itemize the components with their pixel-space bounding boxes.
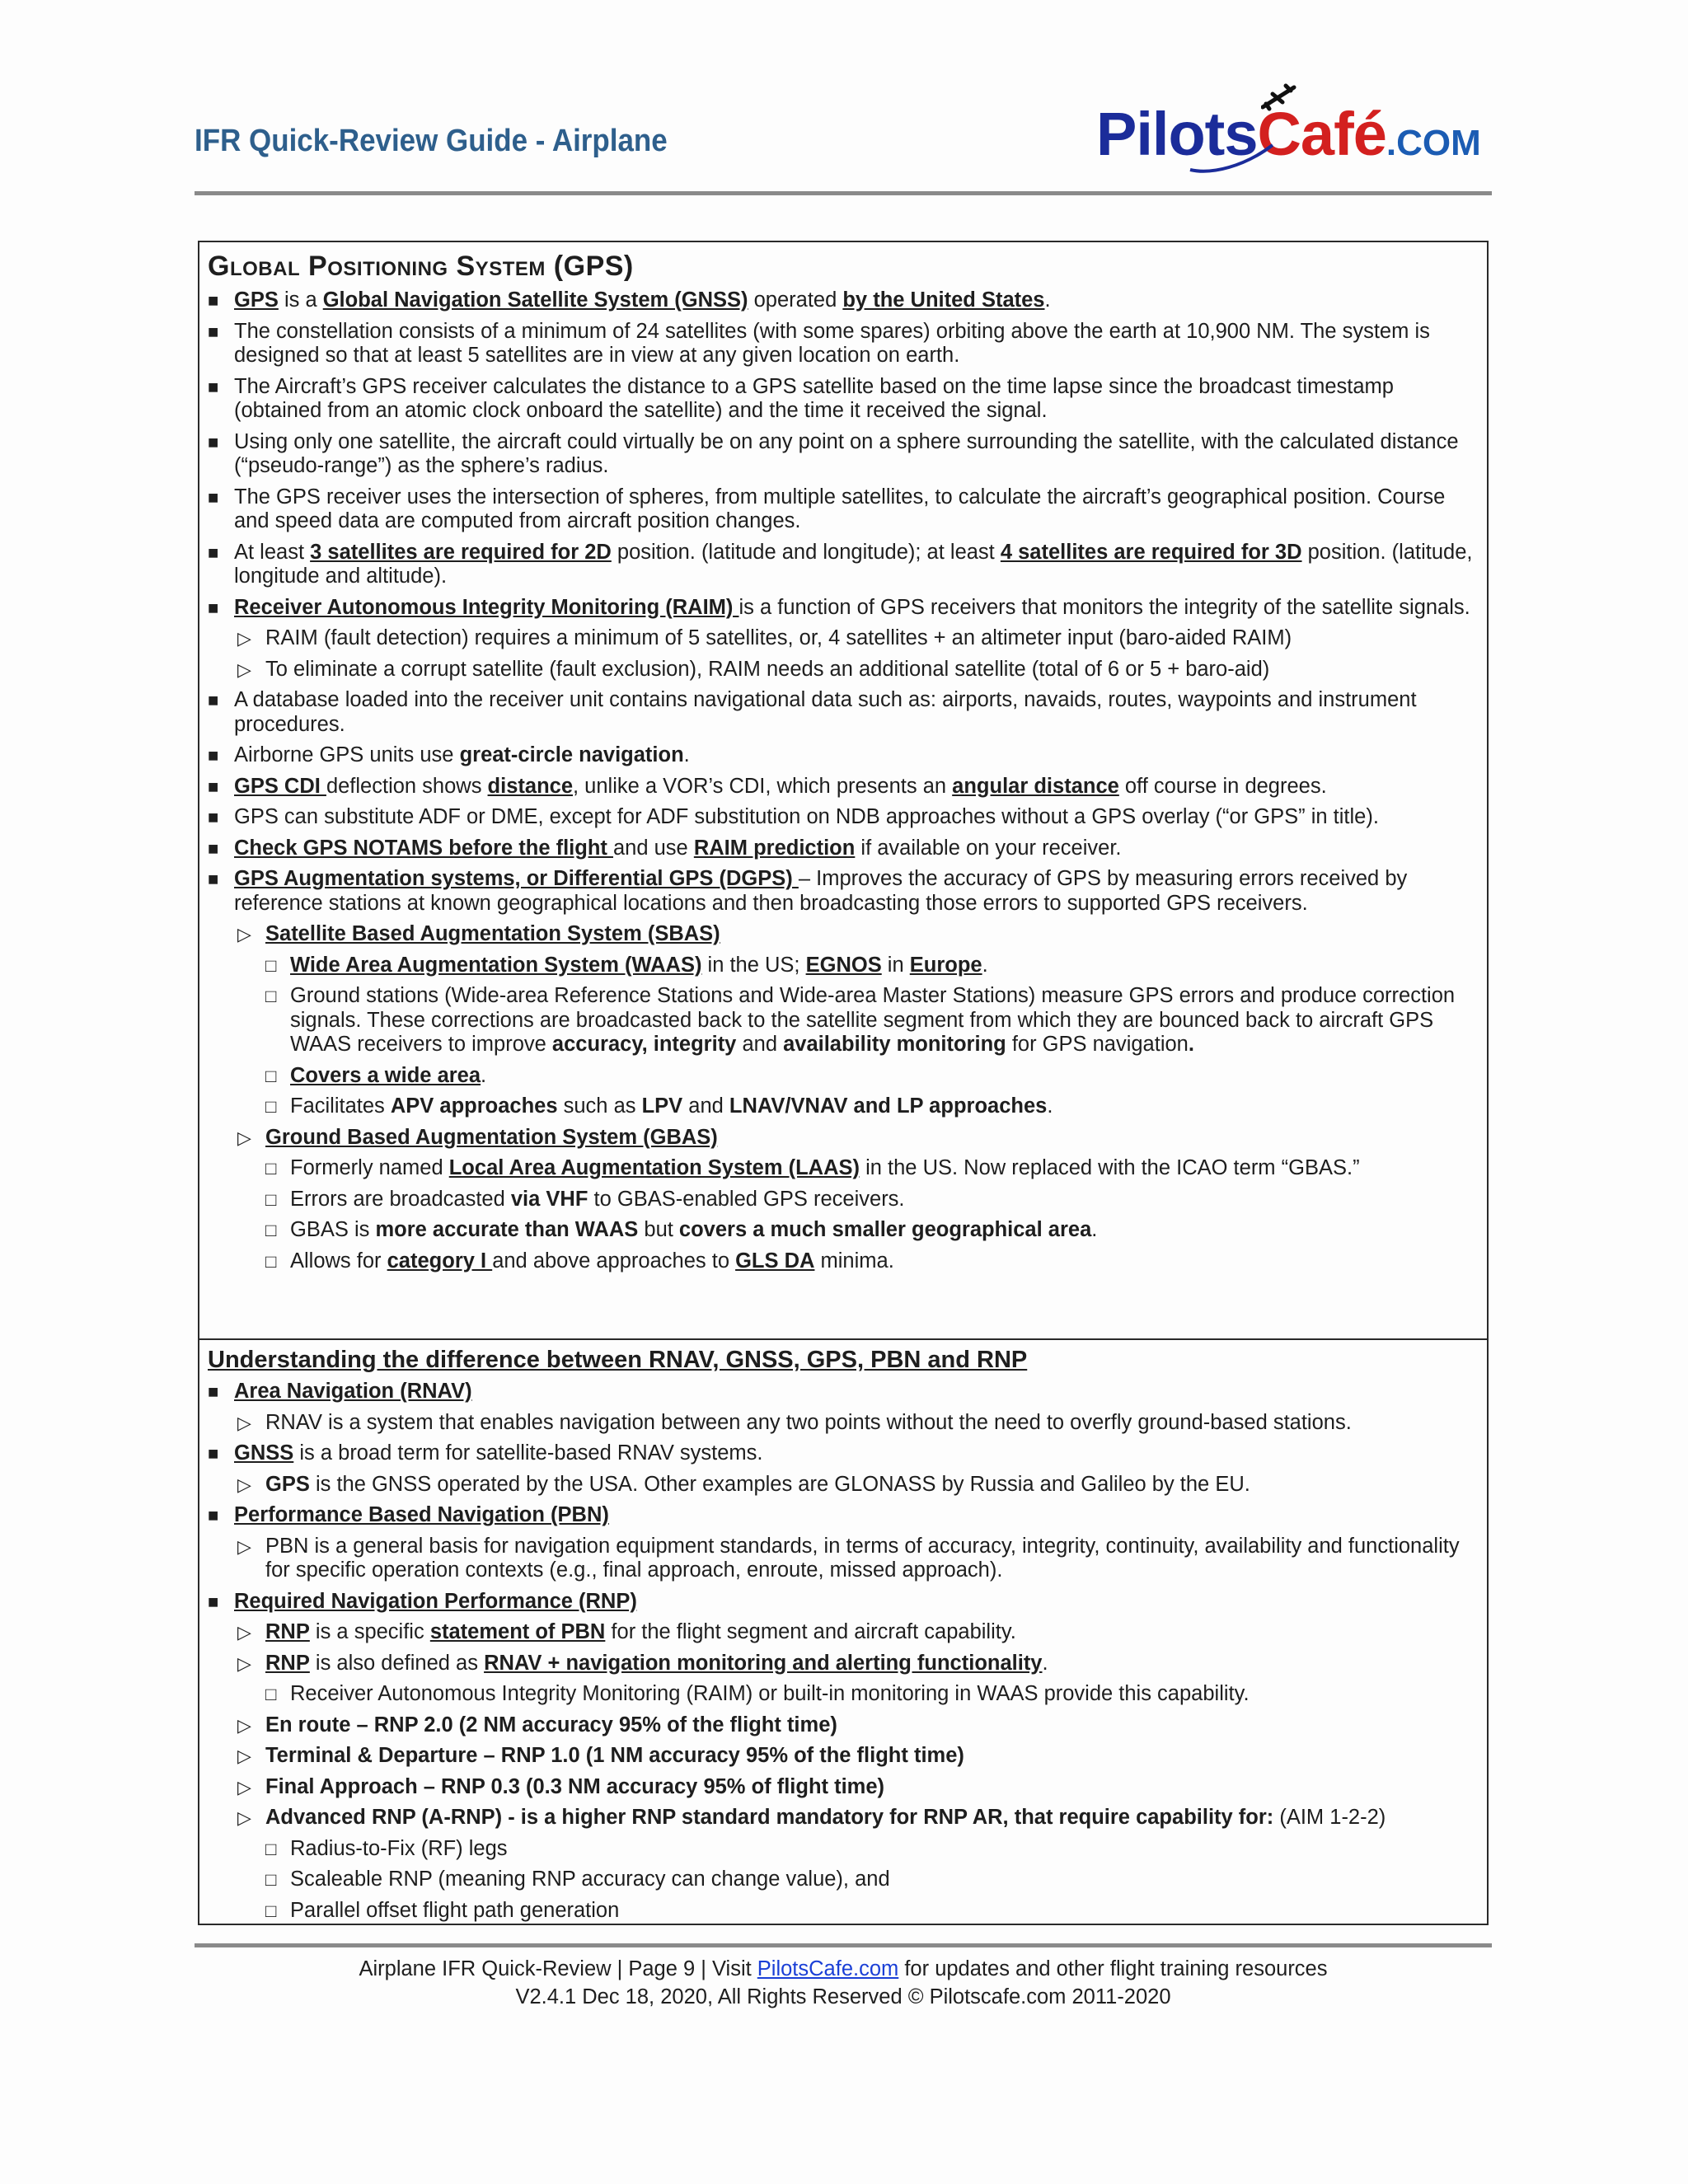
term-gls-da: GLS DA: [735, 1249, 815, 1272]
list-item: [208, 375, 1485, 424]
square-bullet-icon: ■: [208, 597, 219, 618]
footer-line-2: V2.4.1 Dec 18, 2020, All Rights Reserved © Pilotscafe.com 2011-2020: [515, 1985, 1171, 2008]
checkbox-bullet-icon: □: [265, 1838, 277, 1859]
triangle-bullet-icon: ▷: [237, 1127, 251, 1148]
list-item: [208, 1064, 1485, 1089]
term-dgps: GPS Augmentation systems, or Differential GPS (DGPS): [234, 867, 799, 890]
text: GBAS is: [290, 1218, 376, 1241]
list-item-text: Final Approach – RNP 0.3 (0.3 NM accuracy 95% of flight time): [265, 1774, 885, 1798]
list-item: [208, 1411, 1485, 1436]
list-item-text: RNAV is a system that enables navigation between any two points without the need to overfly ground-based stations.: [265, 1410, 1352, 1434]
list-item: [208, 1837, 1485, 1862]
list-item: [208, 1652, 1485, 1676]
term-wide-area: Covers a wide area: [290, 1063, 481, 1087]
list-item: [208, 541, 1485, 589]
list-item: [208, 984, 1485, 1057]
term-gps-cdi: GPS CDI: [234, 774, 326, 798]
text: Facilitates: [290, 1094, 391, 1118]
square-bullet-icon: ■: [208, 290, 219, 311]
gps-section: [208, 247, 1485, 1280]
text: At least: [234, 540, 311, 564]
list-item: [208, 288, 1485, 313]
gps-section-title: Global Positioning System (GPS): [208, 251, 634, 282]
text: to GBAS-enabled GPS receivers.: [588, 1187, 905, 1211]
text: but: [638, 1218, 679, 1241]
logo-cafe-text: Café: [1257, 100, 1386, 168]
term-gbas: Ground Based Augmentation System (GBAS): [265, 1125, 718, 1149]
term-vhf: via VHF: [510, 1187, 588, 1211]
pilotscafe-link[interactable]: PilotsCafe.com: [757, 1957, 899, 1980]
logo-wordmark: [1096, 99, 1481, 169]
list-item: [208, 1806, 1485, 1830]
term-egnos: EGNOS: [805, 953, 882, 977]
text: if available on your receiver.: [855, 836, 1122, 860]
text: .: [1047, 1094, 1053, 1118]
term-more-accurate: more accurate than WAAS: [375, 1218, 639, 1241]
list-item: [208, 1868, 1485, 1892]
list-item: [208, 626, 1485, 651]
list-item: [208, 596, 1485, 621]
square-bullet-icon: ■: [208, 869, 219, 889]
list-item: [208, 867, 1485, 916]
header-divider: [195, 191, 1492, 195]
list-item: [208, 1590, 1485, 1615]
text: in: [881, 953, 910, 977]
text: .: [1044, 288, 1051, 312]
text: operated: [748, 288, 843, 312]
logo-pilots-text: Pilots: [1096, 100, 1258, 168]
term-distance: distance: [487, 774, 574, 798]
square-bullet-icon: ■: [208, 1443, 219, 1464]
list-item-text: Parallel offset flight path generation: [290, 1898, 620, 1922]
term-europe: Europe: [909, 953, 982, 977]
triangle-bullet-icon: ▷: [237, 1776, 251, 1797]
term-rnp: RNP: [265, 1651, 310, 1675]
term-gnss: Global Navigation Satellite System (GNSS): [322, 288, 748, 312]
term-rnp: Required Navigation Performance (RNP): [234, 1589, 637, 1613]
list-item-text: GPS can substitute ADF or DME, except for ADF substitution on NDB approaches without a GPS overlay (“or GPS” in title).: [234, 805, 1379, 828]
rnav-section: [208, 1345, 1485, 1929]
list-item-text: RAIM (fault detection) requires a minimum of 5 satellites, or, 4 satellites + an altimeter input (baro-aided RAIM): [265, 626, 1292, 649]
list-item: [208, 954, 1485, 978]
footer-text: for updates and other flight training resources: [898, 1957, 1328, 1980]
checkbox-bullet-icon: □: [265, 1188, 277, 1210]
text: and: [682, 1094, 729, 1118]
square-bullet-icon: ■: [208, 776, 219, 797]
term-a-rnp: Advanced RNP (A-RNP) - is a higher RNP standard mandatory for RNP AR, that require capability for:: [265, 1806, 1274, 1829]
square-bullet-icon: ■: [208, 837, 219, 859]
checkbox-bullet-icon: □: [265, 1220, 277, 1240]
term-apv: APV approaches: [390, 1094, 558, 1118]
term-availability: availability monitoring: [783, 1033, 1006, 1056]
list-item-text: The Aircraft’s GPS receiver calculates the distance to a GPS satellite based on the time lapse since the broadcast timestamp (obtained from an atomic clock onboard the satellite) and the time it received the signal.: [234, 374, 1394, 422]
text: Allows for: [290, 1249, 387, 1272]
text: , unlike a VOR’s CDI, which presents an: [573, 774, 953, 798]
text: for the flight segment and aircraft capability.: [605, 1620, 1016, 1643]
triangle-bullet-icon: ▷: [237, 1474, 251, 1495]
list-item-text: Radius-to-Fix (RF) legs: [290, 1836, 508, 1860]
term-us: by the United States: [842, 288, 1045, 312]
list-item-text: En route – RNP 2.0 (2 NM accuracy 95% of the flight time): [265, 1713, 837, 1736]
checkbox-bullet-icon: □: [265, 1900, 277, 1921]
text: minima.: [814, 1249, 894, 1272]
text: and above approaches to: [492, 1249, 736, 1272]
triangle-bullet-icon: ▷: [237, 658, 251, 680]
checkbox-bullet-icon: □: [265, 1250, 277, 1272]
square-bullet-icon: ■: [208, 1381, 219, 1402]
term-3d: 4 satellites are required for 3D: [1000, 540, 1302, 564]
list-item: [208, 922, 1485, 947]
checkbox-bullet-icon: □: [265, 1096, 277, 1117]
list-item: [208, 1744, 1485, 1769]
list-item: [208, 1503, 1485, 1528]
list-item-text: Receiver Autonomous Integrity Monitoring (RAIM) or built-in monitoring in WAAS provide this capability.: [290, 1682, 1250, 1705]
term-pbn: Performance Based Navigation (PBN): [234, 1503, 609, 1526]
text: and use: [612, 836, 694, 860]
square-bullet-icon: ■: [208, 431, 219, 452]
list-item: [208, 1473, 1485, 1497]
triangle-bullet-icon: ▷: [237, 628, 251, 649]
list-item: [208, 320, 1485, 368]
square-bullet-icon: ■: [208, 376, 219, 397]
list-item: [208, 1218, 1485, 1243]
list-item-text: Using only one satellite, the aircraft could virtually be on any point on a sphere surrounding the satellite, with the calculated distance (“pseudo-range”) as the sphere’s radius.: [234, 429, 1459, 477]
term-raim-prediction: RAIM prediction: [693, 836, 856, 860]
text: .: [982, 953, 988, 977]
square-bullet-icon: ■: [208, 690, 219, 710]
term-angular-distance: angular distance: [952, 774, 1119, 798]
text: position. (latitude and longitude); at least: [611, 540, 1001, 564]
footer-text: Airplane IFR Quick-Review | Page 9 | Visit: [359, 1957, 757, 1980]
square-bullet-icon: ■: [208, 1505, 219, 1526]
list-item-text: To eliminate a corrupt satellite (fault exclusion), RAIM needs an additional satellite (total of 6 or 5 + baro-aid): [265, 657, 1270, 681]
term-gps: GPS: [265, 1472, 310, 1496]
text: .: [1042, 1651, 1048, 1675]
checkbox-bullet-icon: □: [265, 1869, 277, 1890]
pilotscafe-logo[interactable]: [1096, 82, 1492, 181]
term-rnp: RNP: [265, 1620, 310, 1643]
list-item: [208, 688, 1485, 737]
triangle-bullet-icon: ▷: [237, 1746, 251, 1766]
list-item: [208, 743, 1485, 768]
list-item: [208, 430, 1485, 479]
text: .: [1091, 1218, 1098, 1241]
text: for GPS navigation: [1006, 1033, 1189, 1056]
term-lpv: LPV: [641, 1094, 683, 1118]
text: position. (latitude, longitude and altitude).: [234, 540, 1473, 588]
text: and: [736, 1033, 784, 1056]
text: off course in degrees.: [1118, 774, 1327, 798]
term-gps: GPS: [234, 288, 279, 312]
list-item: [208, 1156, 1485, 1181]
text: deflection shows: [326, 774, 488, 798]
list-item: [208, 1899, 1485, 1924]
term-laas: Local Area Augmentation System (LAAS): [448, 1156, 860, 1179]
list-item-text: A database loaded into the receiver unit contains navigational data such as: airports, navaids, routes, waypoints and instrument procedures.: [234, 688, 1417, 736]
text: is also defined as: [309, 1651, 485, 1675]
square-bullet-icon: ■: [208, 807, 219, 827]
text: .: [683, 743, 690, 766]
text: Formerly named: [290, 1156, 449, 1179]
list-item: [208, 1535, 1485, 1583]
term-statement-pbn: statement of PBN: [429, 1620, 606, 1643]
list-item-text: Terminal & Departure – RNP 1.0 (1 NM accuracy 95% of the flight time): [265, 1744, 964, 1767]
list-item: [208, 1380, 1485, 1404]
term-raim: Receiver Autonomous Integrity Monitoring (RAIM): [234, 595, 739, 619]
square-bullet-icon: ■: [208, 1591, 219, 1612]
list-item: [208, 1775, 1485, 1800]
checkbox-bullet-icon: □: [265, 986, 277, 1006]
footer-divider: [195, 1943, 1492, 1947]
list-item: [208, 485, 1485, 534]
term-accuracy: accuracy, integrity: [551, 1033, 737, 1056]
square-bullet-icon: ■: [208, 745, 219, 766]
term-rnav: Area Navigation (RNAV): [234, 1380, 472, 1403]
page-header-title: IFR Quick-Review Guide - Airplane: [195, 124, 668, 158]
term-lnav-vnav: LNAV/VNAV and LP approaches: [729, 1094, 1048, 1118]
list-item: [208, 1620, 1485, 1645]
checkbox-bullet-icon: □: [265, 1065, 277, 1086]
text: is a: [278, 288, 323, 312]
term-2d: 3 satellites are required for 2D: [310, 540, 612, 564]
text: – Improves the accuracy of GPS by measuring errors received by reference stations at known geographical locations and then broadcasting those errors to supported GPS receivers.: [234, 867, 1408, 915]
list-item: [208, 1713, 1485, 1738]
list-item: [208, 1682, 1485, 1707]
list-item: [208, 1441, 1485, 1466]
checkbox-bullet-icon: □: [265, 1158, 277, 1179]
term-notams: Check GPS NOTAMS before the flight: [234, 836, 613, 860]
logo-com-text: .COM: [1386, 123, 1481, 163]
text: Errors are broadcasted: [290, 1187, 511, 1211]
triangle-bullet-icon: ▷: [237, 1412, 251, 1433]
list-item: [208, 1094, 1485, 1119]
footer-line-1: [195, 1955, 1492, 1983]
text: Airborne GPS units use: [234, 743, 460, 766]
text: .: [1188, 1033, 1194, 1056]
square-bullet-icon: ■: [208, 321, 219, 342]
text: is a specific: [309, 1620, 430, 1643]
term-rnav-monitoring: RNAV + navigation monitoring and alerting functionality: [484, 1651, 1043, 1675]
list-item: [208, 1249, 1485, 1274]
list-item: [208, 775, 1485, 799]
square-bullet-icon: ■: [208, 541, 219, 563]
text: in the US. Now replaced with the ICAO term “GBAS.”: [860, 1156, 1360, 1179]
text: such as: [557, 1094, 642, 1118]
rnav-section-title: Understanding the difference between RNAV, GNSS, GPS, PBN and RNP: [208, 1347, 1028, 1373]
list-item-text: The constellation consists of a minimum of 24 satellites (with some spares) orbiting above the earth at 10,900 NM. The system is designed so that at least 5 satellites are in view at any given location on earth.: [234, 319, 1430, 367]
text: is a broad term for satellite-based RNAV systems.: [293, 1441, 763, 1465]
square-bullet-icon: ■: [208, 486, 219, 508]
term-sbas: Satellite Based Augmentation System (SBAS): [265, 922, 720, 945]
list-item: [208, 837, 1485, 861]
term-gnss: GNSS: [234, 1441, 294, 1465]
triangle-bullet-icon: ▷: [237, 1622, 251, 1643]
list-item-text: Scaleable RNP (meaning RNP accuracy can change value), and: [290, 1868, 890, 1891]
text: Ground stations (Wide-area Reference Stations and Wide-area Master Stations) measure GPS errors and produce correction signals. These corrections are broadcasted back to the satellite segment from which they are bounced back to aircraft GPS WAAS receivers to improve: [290, 984, 1456, 1056]
triangle-bullet-icon: ▷: [237, 1652, 251, 1674]
list-item-text: The GPS receiver uses the intersection of spheres, from multiple satellites, to calculate the aircraft’s geographical position. Course and speed data are computed from aircraft position changes.: [234, 485, 1446, 532]
list-item: [208, 805, 1485, 830]
term-smaller-area: covers a much smaller geographical area: [678, 1218, 1092, 1241]
text: is a function of GPS receivers that monitors the integrity of the satellite signals.: [738, 595, 1470, 619]
list-item: [208, 658, 1485, 682]
term-waas: Wide Area Augmentation System (WAAS): [290, 953, 702, 977]
list-item-text: PBN is a general basis for navigation equipment standards, in terms of accuracy, integrity, continuity, availability and functionality for specific operation contexts (e.g., final approach, enroute, missed approach).: [265, 1534, 1460, 1582]
text: (AIM 1-2-2): [1273, 1806, 1386, 1829]
logo-swoosh-icon: [1187, 142, 1278, 175]
term-category-i: category I: [387, 1249, 493, 1272]
triangle-bullet-icon: ▷: [237, 1714, 251, 1736]
list-item: [208, 1126, 1485, 1151]
checkbox-bullet-icon: □: [265, 954, 277, 976]
text: is the GNSS operated by the USA. Other examples are GLONASS by Russia and Galileo by the EU.: [309, 1472, 1250, 1496]
triangle-bullet-icon: ▷: [237, 1807, 251, 1828]
checkbox-bullet-icon: □: [265, 1684, 277, 1704]
text: in the US;: [701, 953, 806, 977]
term-great-circle: great-circle navigation: [459, 743, 684, 766]
text: .: [481, 1063, 487, 1087]
triangle-bullet-icon: ▷: [237, 1535, 251, 1557]
triangle-bullet-icon: ▷: [237, 924, 251, 944]
list-item: [208, 1188, 1485, 1212]
